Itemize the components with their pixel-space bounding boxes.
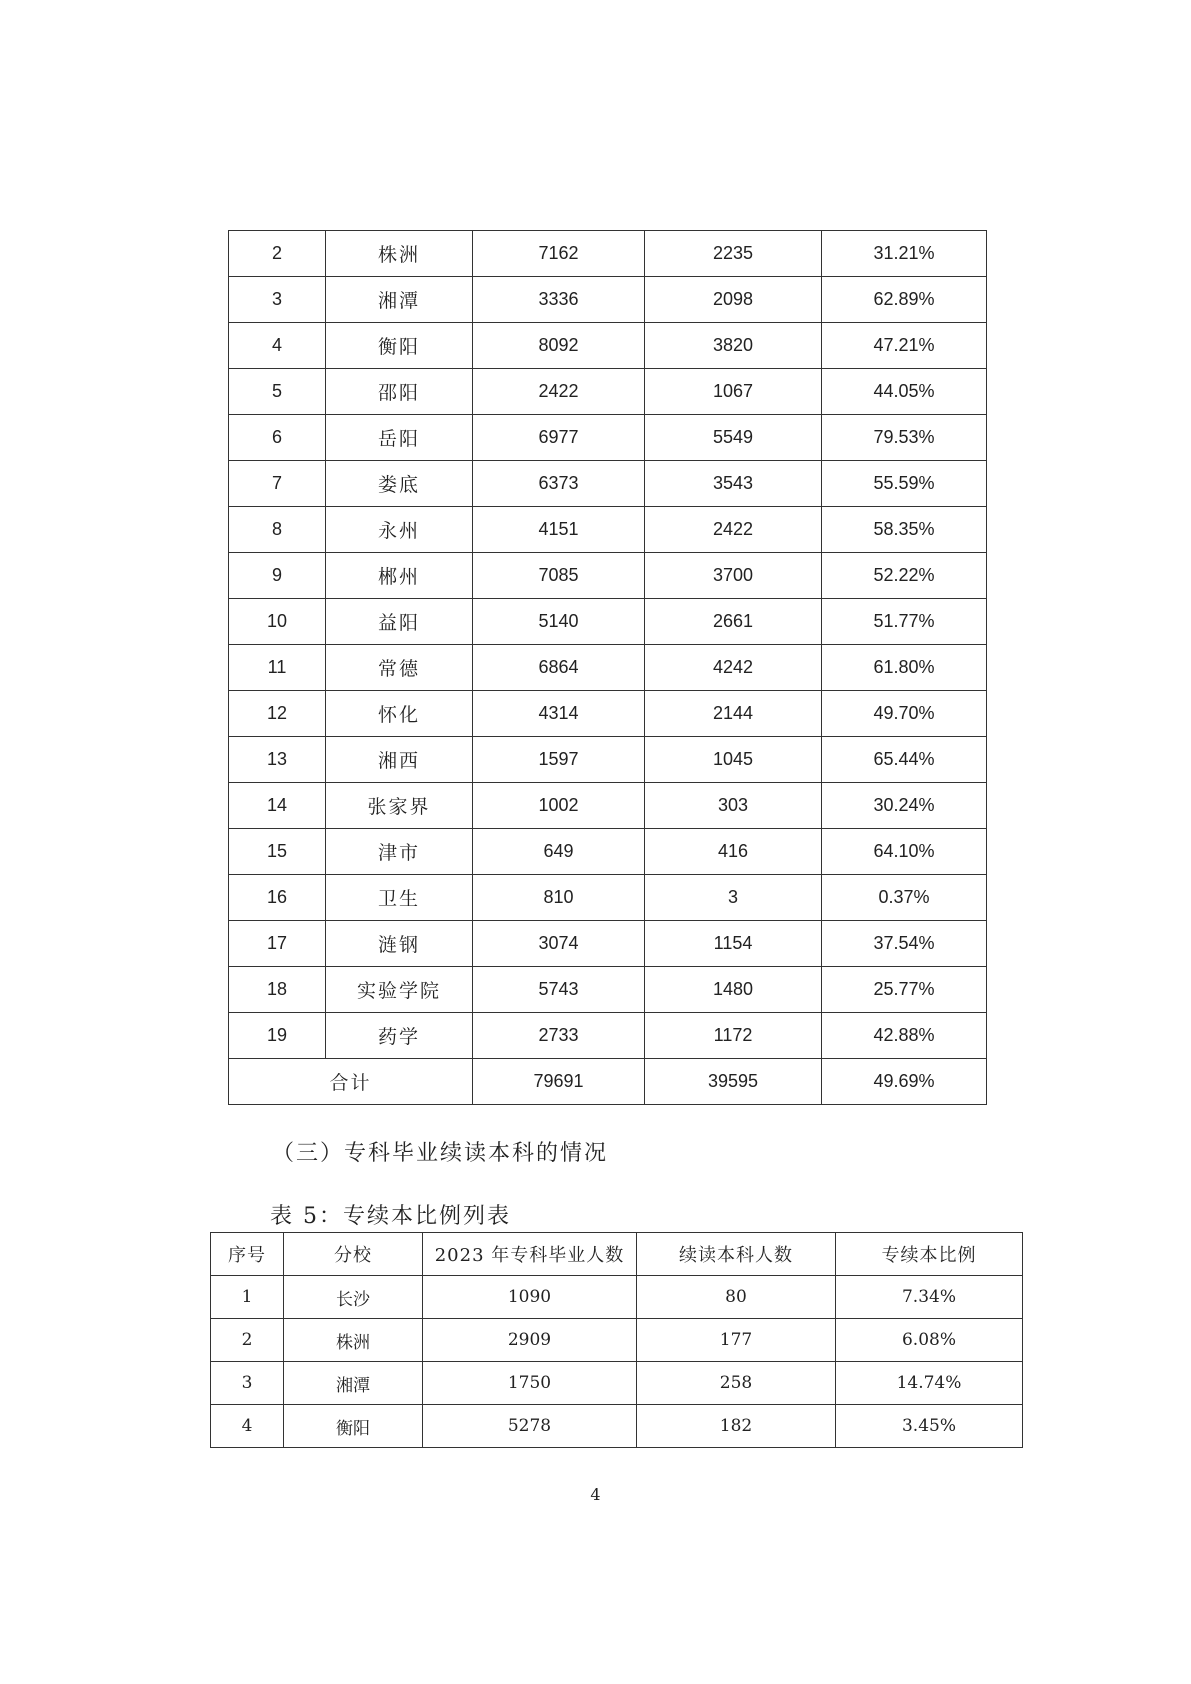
- value-cell: 2235: [645, 231, 822, 277]
- table-row: [229, 369, 987, 415]
- table-row: [229, 645, 987, 691]
- table-row: [229, 691, 987, 737]
- table-row: [229, 323, 987, 369]
- continuation-rate-table: [210, 1232, 1023, 1448]
- table-row: [211, 1362, 1023, 1405]
- rate-cell: 42.88%: [822, 1013, 987, 1059]
- branch-name: 卫生: [326, 875, 473, 921]
- value-cell: 3336: [473, 277, 645, 323]
- branch-name: 湘潭: [326, 277, 473, 323]
- table-row: [211, 1276, 1023, 1319]
- column-header: 序号: [211, 1233, 284, 1276]
- column-header: 2023 年专科毕业人数: [423, 1233, 637, 1276]
- value-cell: 5743: [473, 967, 645, 1013]
- value-cell: 5549: [645, 415, 822, 461]
- branch-name: 长沙: [284, 1276, 423, 1319]
- branch-name: 永州: [326, 507, 473, 553]
- table-row: [229, 231, 987, 277]
- table-row: [229, 415, 987, 461]
- rate-cell: 61.80%: [822, 645, 987, 691]
- branch-name: 郴州: [326, 553, 473, 599]
- value-cell: 3543: [645, 461, 822, 507]
- rate-cell: 14.74%: [836, 1362, 1023, 1405]
- total-rate: 49.69%: [822, 1059, 987, 1105]
- branch-rate-table-body: [229, 231, 987, 1105]
- branch-name: 衡阳: [284, 1405, 423, 1448]
- rate-cell: 6.08%: [836, 1319, 1023, 1362]
- value-cell: 8092: [473, 323, 645, 369]
- rate-cell: 62.89%: [822, 277, 987, 323]
- total-label: 合计: [229, 1059, 473, 1105]
- value-cell: 2144: [645, 691, 822, 737]
- table-header-row: [211, 1233, 1023, 1276]
- value-cell: 4151: [473, 507, 645, 553]
- row-number: 8: [229, 507, 326, 553]
- value-cell: 1045: [645, 737, 822, 783]
- graduates-cell: 1750: [423, 1362, 637, 1405]
- branch-name: 邵阳: [326, 369, 473, 415]
- branch-name: 岳阳: [326, 415, 473, 461]
- row-number: 9: [229, 553, 326, 599]
- table-row: [229, 553, 987, 599]
- continuing-cell: 80: [637, 1276, 836, 1319]
- table-row: [229, 783, 987, 829]
- rate-cell: 64.10%: [822, 829, 987, 875]
- table-row: [229, 829, 987, 875]
- row-number: 13: [229, 737, 326, 783]
- branch-name: 株洲: [326, 231, 473, 277]
- row-number: 19: [229, 1013, 326, 1059]
- rate-cell: 52.22%: [822, 553, 987, 599]
- row-number: 2: [229, 231, 326, 277]
- row-number: 3: [211, 1362, 284, 1405]
- graduates-cell: 2909: [423, 1319, 637, 1362]
- value-cell: 3: [645, 875, 822, 921]
- branch-name: 常德: [326, 645, 473, 691]
- rate-cell: 65.44%: [822, 737, 987, 783]
- value-cell: 3700: [645, 553, 822, 599]
- value-cell: 2733: [473, 1013, 645, 1059]
- value-cell: 303: [645, 783, 822, 829]
- row-number: 4: [211, 1405, 284, 1448]
- table-row: [229, 1013, 987, 1059]
- value-cell: 6864: [473, 645, 645, 691]
- value-cell: 4314: [473, 691, 645, 737]
- table-row: [229, 461, 987, 507]
- table-row: [229, 507, 987, 553]
- branch-name: 湘西: [326, 737, 473, 783]
- row-number: 10: [229, 599, 326, 645]
- value-cell: 7085: [473, 553, 645, 599]
- continuing-cell: 182: [637, 1405, 836, 1448]
- column-header: 专续本比例: [836, 1233, 1023, 1276]
- table-row: [211, 1319, 1023, 1362]
- graduates-cell: 5278: [423, 1405, 637, 1448]
- rate-cell: 58.35%: [822, 507, 987, 553]
- rate-cell: 25.77%: [822, 967, 987, 1013]
- table-row: [211, 1405, 1023, 1448]
- rate-cell: 30.24%: [822, 783, 987, 829]
- table-row: [229, 277, 987, 323]
- value-cell: 5140: [473, 599, 645, 645]
- value-cell: 4242: [645, 645, 822, 691]
- continuing-cell: 177: [637, 1319, 836, 1362]
- value-cell: 7162: [473, 231, 645, 277]
- value-cell: 3820: [645, 323, 822, 369]
- branch-name: 实验学院: [326, 967, 473, 1013]
- table-row: [229, 737, 987, 783]
- branch-name: 涟钢: [326, 921, 473, 967]
- value-cell: 810: [473, 875, 645, 921]
- branch-name: 衡阳: [326, 323, 473, 369]
- branch-name: 株洲: [284, 1319, 423, 1362]
- branch-rate-table: [228, 230, 987, 1105]
- row-number: 15: [229, 829, 326, 875]
- row-number: 11: [229, 645, 326, 691]
- rate-cell: 47.21%: [822, 323, 987, 369]
- value-cell: 2098: [645, 277, 822, 323]
- value-cell: 6977: [473, 415, 645, 461]
- value-cell: 2661: [645, 599, 822, 645]
- table-caption: 表 5：专续本比例列表: [270, 1204, 511, 1229]
- row-number: 18: [229, 967, 326, 1013]
- table-row: [229, 921, 987, 967]
- rate-cell: 3.45%: [836, 1405, 1023, 1448]
- graduates-cell: 1090: [423, 1276, 637, 1319]
- value-cell: 1597: [473, 737, 645, 783]
- value-cell: 416: [645, 829, 822, 875]
- branch-name: 张家界: [326, 783, 473, 829]
- table-row: [229, 967, 987, 1013]
- branch-name: 益阳: [326, 599, 473, 645]
- value-cell: 2422: [645, 507, 822, 553]
- total-value: 39595: [645, 1059, 822, 1105]
- value-cell: 1067: [645, 369, 822, 415]
- continuing-cell: 258: [637, 1362, 836, 1405]
- table-row: [229, 599, 987, 645]
- value-cell: 2422: [473, 369, 645, 415]
- table-row: [229, 875, 987, 921]
- rate-cell: 31.21%: [822, 231, 987, 277]
- rate-cell: 37.54%: [822, 921, 987, 967]
- page-number: 4: [590, 1485, 601, 1504]
- row-number: 17: [229, 921, 326, 967]
- section-heading: （三）专科毕业续读本科的情况: [272, 1141, 609, 1166]
- row-number: 6: [229, 415, 326, 461]
- row-number: 4: [229, 323, 326, 369]
- column-header: 续读本科人数: [637, 1233, 836, 1276]
- value-cell: 6373: [473, 461, 645, 507]
- row-number: 7: [229, 461, 326, 507]
- value-cell: 3074: [473, 921, 645, 967]
- value-cell: 1154: [645, 921, 822, 967]
- value-cell: 649: [473, 829, 645, 875]
- row-number: 2: [211, 1319, 284, 1362]
- value-cell: 1480: [645, 967, 822, 1013]
- rate-cell: 44.05%: [822, 369, 987, 415]
- value-cell: 1002: [473, 783, 645, 829]
- value-cell: 1172: [645, 1013, 822, 1059]
- rate-cell: 55.59%: [822, 461, 987, 507]
- branch-name: 娄底: [326, 461, 473, 507]
- rate-cell: 79.53%: [822, 415, 987, 461]
- rate-cell: 51.77%: [822, 599, 987, 645]
- column-header: 分校: [284, 1233, 423, 1276]
- rate-cell: 7.34%: [836, 1276, 1023, 1319]
- rate-cell: 49.70%: [822, 691, 987, 737]
- rate-cell: 0.37%: [822, 875, 987, 921]
- row-number: 5: [229, 369, 326, 415]
- row-number: 12: [229, 691, 326, 737]
- total-value: 79691: [473, 1059, 645, 1105]
- branch-name: 怀化: [326, 691, 473, 737]
- row-number: 14: [229, 783, 326, 829]
- row-number: 3: [229, 277, 326, 323]
- branch-name: 湘潭: [284, 1362, 423, 1405]
- total-row: [229, 1059, 987, 1105]
- row-number: 16: [229, 875, 326, 921]
- row-number: 1: [211, 1276, 284, 1319]
- branch-name: 津市: [326, 829, 473, 875]
- continuation-rate-table-body: [211, 1233, 1023, 1448]
- branch-name: 药学: [326, 1013, 473, 1059]
